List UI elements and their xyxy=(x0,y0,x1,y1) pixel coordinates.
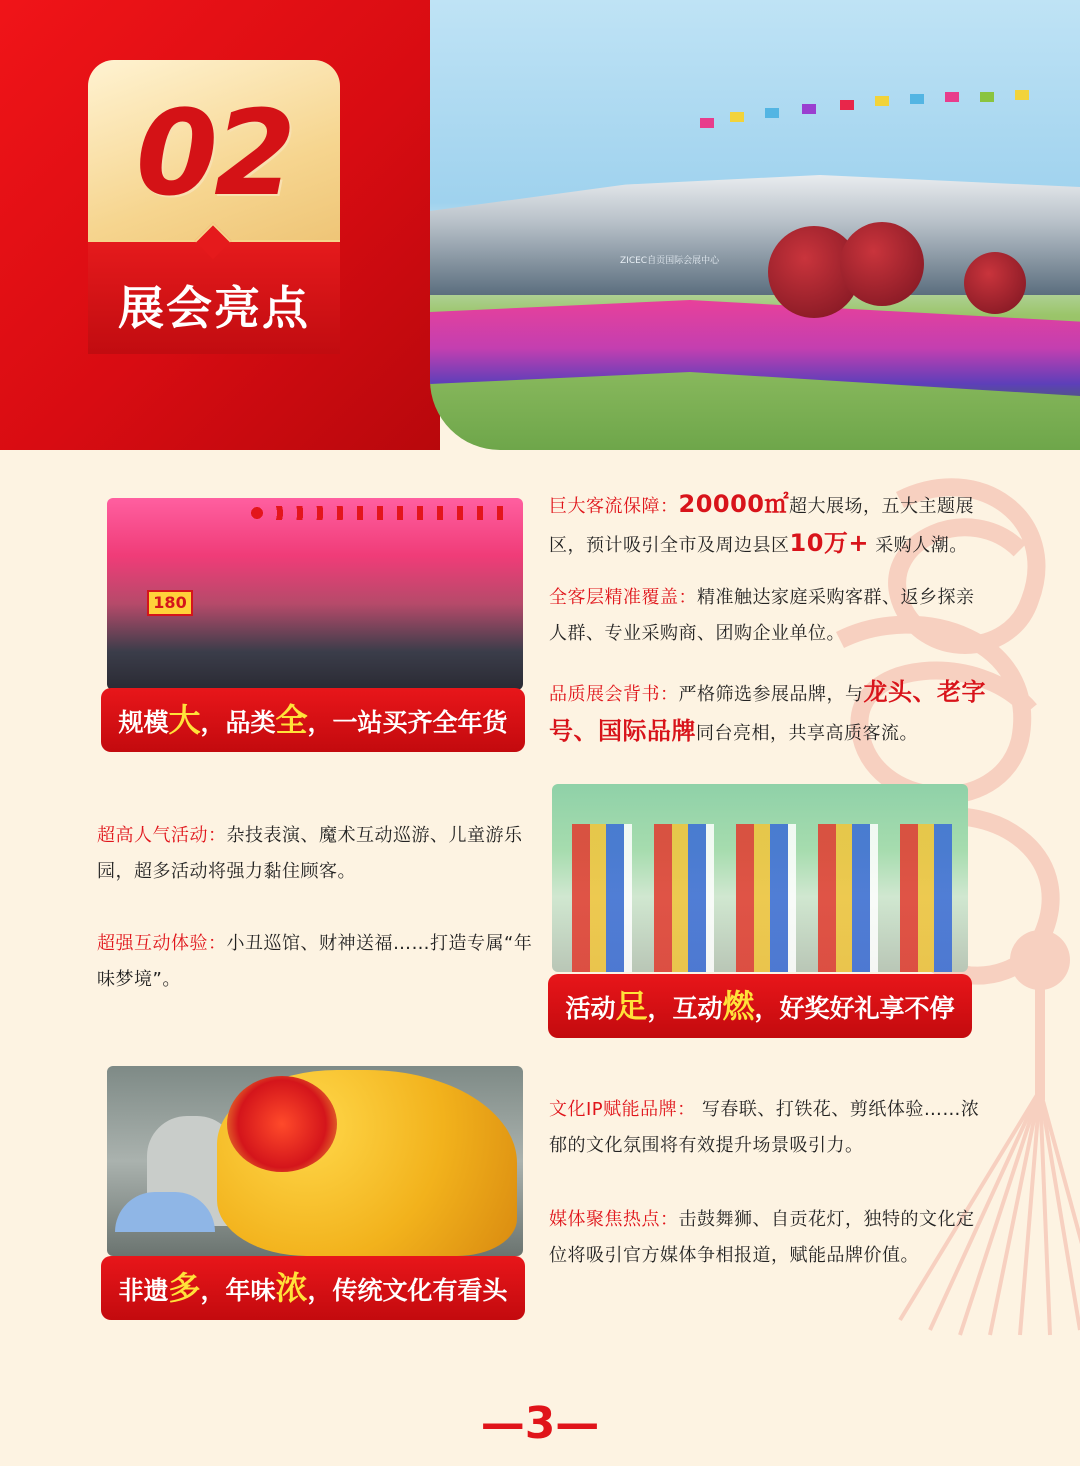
topiary-bush xyxy=(840,222,924,306)
paragraph-media xyxy=(549,1202,989,1274)
paragraph-text: 严格筛选参展品牌，与 xyxy=(678,684,864,705)
price-sign: 180 xyxy=(147,590,193,616)
paragraph-coverage xyxy=(549,580,989,652)
flag-decoration xyxy=(1015,90,1029,100)
paragraph-key: 超强互动体验： xyxy=(97,933,227,954)
paragraph-text: 精准触达家庭采购客群、返乡探亲人群、专业采购商、团购企业单位。 xyxy=(549,587,975,644)
paragraph-key: 巨大客流保障： xyxy=(549,496,679,517)
header-red-panel xyxy=(0,0,440,450)
caption-text: ，年味 xyxy=(200,1276,276,1305)
caption-text: 非遗 xyxy=(118,1276,169,1305)
caption-highlight: 大 xyxy=(168,701,201,739)
section-title: 展会亮点 xyxy=(118,281,310,335)
building-sign: ZICEC自贡国际会展中心 xyxy=(620,256,720,266)
paragraph-text: 杂技表演、魔术互动巡游、儿童游乐园，超多活动将强力黏住顾客。 xyxy=(97,825,523,882)
market-crowd-photo xyxy=(107,498,523,690)
caption-scale xyxy=(101,688,525,752)
caption-highlight: 浓 xyxy=(275,1269,308,1307)
highlight-visitors: 10万+ xyxy=(789,529,870,557)
caption-highlight: 全 xyxy=(275,701,308,739)
paragraph-key: 超高人气活动： xyxy=(97,825,227,846)
caption-text: ，好奖好礼享不停 xyxy=(754,994,955,1023)
caption-text: ，互动 xyxy=(647,994,723,1023)
highlight-area: 20000㎡ xyxy=(678,490,789,518)
flower-bed xyxy=(430,300,1080,420)
section-badge xyxy=(88,60,340,352)
caption-text: ，一站买齐全年货 xyxy=(307,708,508,737)
flag-decoration xyxy=(945,92,959,102)
paragraph-key: 品质展会背书： xyxy=(549,684,679,705)
section-title-box xyxy=(88,240,340,354)
caption-highlight: 燃 xyxy=(722,987,755,1025)
caption-text: 活动 xyxy=(565,994,616,1023)
flag-decoration xyxy=(765,108,779,118)
clown-figures xyxy=(572,824,952,972)
clown-parade-photo xyxy=(552,784,968,972)
flag-decoration xyxy=(910,94,924,104)
topiary-bush xyxy=(964,252,1026,314)
caption-text: ，品类 xyxy=(200,708,276,737)
paragraph-key: 文化IP赋能品牌： xyxy=(549,1099,696,1120)
paragraph-activities xyxy=(97,818,537,890)
highlight-brands: 龙头、老字号、国际品牌 xyxy=(549,678,986,745)
caption-heritage xyxy=(101,1256,525,1320)
caption-highlight: 多 xyxy=(168,1269,201,1307)
paragraph-text: 超大展场，五大主题展区，预计吸引全市及周边县区 xyxy=(549,496,974,556)
paragraph-key: 媒体聚焦热点： xyxy=(549,1209,679,1230)
flag-decoration xyxy=(875,96,889,106)
paragraph-traffic xyxy=(549,486,989,564)
caption-text: 规模 xyxy=(118,708,169,737)
paragraph-key: 全客层精准覆盖： xyxy=(549,587,697,608)
paragraph-text: 同台亮相，共享高质客流。 xyxy=(696,723,918,744)
paragraph-quality xyxy=(549,674,989,752)
paragraph-text: 小丑巡馆、财神送福……打造专属“年味梦境”。 xyxy=(97,933,533,990)
flag-decoration xyxy=(840,100,854,110)
lion-head xyxy=(227,1076,337,1172)
lantern-row xyxy=(247,506,507,520)
caption-highlight: 足 xyxy=(615,987,648,1025)
paragraph-text: 击鼓舞狮、自贡花灯，独特的文化定位将吸引官方媒体争相报道，赋能品牌价值。 xyxy=(549,1209,975,1266)
flag-decoration xyxy=(730,112,744,122)
flag-decoration xyxy=(802,104,816,114)
flag-decoration xyxy=(980,92,994,102)
paragraph-interaction xyxy=(97,926,537,998)
paragraph-text: 采购人潮。 xyxy=(869,535,968,556)
exhibition-center-photo xyxy=(430,0,1080,450)
caption-activity xyxy=(548,974,972,1038)
caption-text: ，传统文化有看头 xyxy=(307,1276,508,1305)
badge-notch-decoration xyxy=(195,223,232,260)
page-number: —3— xyxy=(480,1398,600,1449)
lion-dance-photo xyxy=(107,1066,523,1256)
paragraph-text: 写春联、打铁花、剪纸体验……浓郁的文化氛围将有效提升场景吸引力。 xyxy=(549,1099,980,1156)
section-number: 02 xyxy=(135,84,293,222)
paragraph-culture xyxy=(549,1092,989,1164)
flag-decoration xyxy=(700,118,714,128)
